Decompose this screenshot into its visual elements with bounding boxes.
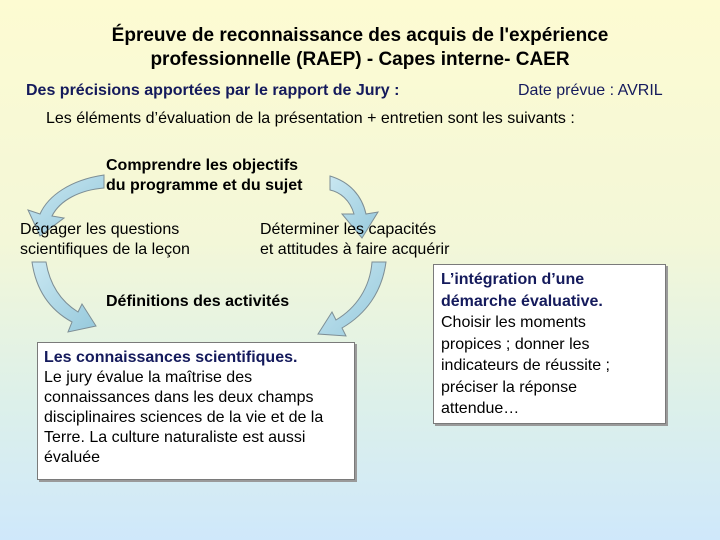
knowledge-box-heading: Les connaissances scientifiques.: [44, 349, 298, 366]
title-line-2: professionnelle (RAEP) - Capes interne- CAER: [150, 49, 570, 70]
knowledge-box-line: disciplinaires sciences de la vie et de la: [44, 409, 324, 426]
cycle-step-2-line-1: Dégager les questions: [20, 221, 180, 238]
jury-report-heading: Des précisions apportées par le rapport de Jury :: [26, 82, 400, 99]
cycle-step-3-line-2: et attitudes à faire acquérir: [260, 241, 450, 258]
cycle-step-capacities: [260, 220, 449, 260]
cycle-step-understand: [106, 156, 302, 196]
evaluation-box: [433, 264, 666, 424]
title-line-1: Épreuve de reconnaissance des acquis de l'expérience: [111, 25, 609, 46]
cycle-step-1-line-1: Comprendre les objectifs: [106, 157, 299, 174]
evaluation-box-line: attendue…: [441, 400, 520, 417]
knowledge-box: [37, 342, 355, 480]
evaluation-box-line: indicateurs de réussite ;: [441, 357, 610, 374]
cycle-arrow-bottom-right: [318, 262, 386, 336]
cycle-step-activities: Définitions des activités: [106, 293, 290, 310]
knowledge-box-line: Terre. La culture naturaliste est aussi: [44, 429, 306, 446]
intro-text: Les éléments d’évaluation de la présentation + entretien sont les suivants :: [46, 110, 575, 127]
knowledge-box-line: connaissances dans les deux champs: [44, 389, 314, 406]
evaluation-box-line: propices ; donner les: [441, 335, 590, 353]
cycle-step-1-line-2: du programme et du sujet: [106, 177, 303, 194]
evaluation-box-line: préciser la réponse: [441, 378, 578, 396]
evaluation-box-heading-line: L’intégration d’une: [441, 271, 585, 288]
cycle-step-2-line-2: scientifiques de la leçon: [20, 241, 190, 258]
evaluation-box-heading-line: démarche évaluative.: [441, 292, 603, 310]
cycle-arrow-bottom-left: [32, 262, 96, 332]
cycle-step-questions: [20, 220, 190, 260]
cycle-step-3-line-1: Déterminer les capacités: [260, 221, 437, 238]
knowledge-box-line: évaluée: [44, 449, 101, 466]
knowledge-box-line: Le jury évalue la maîtrise des: [44, 369, 253, 386]
planned-date: Date prévue : AVRIL: [518, 82, 663, 99]
evaluation-box-line: Choisir les moments: [441, 314, 586, 331]
